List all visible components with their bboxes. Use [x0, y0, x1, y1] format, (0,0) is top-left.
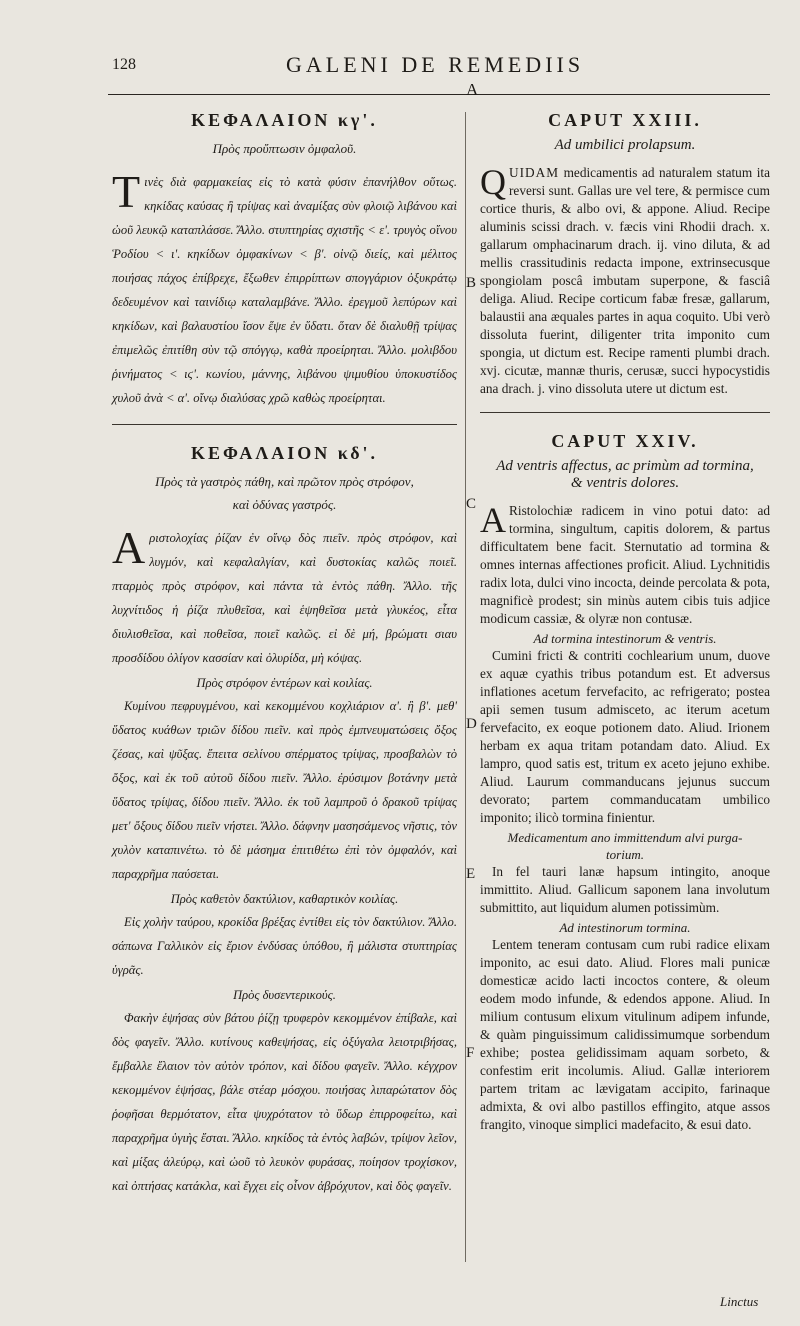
- chapter-subtitle-latin-23: Ad umbilici prolapsum.: [554, 137, 696, 153]
- margin-letter-c: C: [466, 496, 477, 512]
- chapter-subtitle-latin-24: [480, 458, 770, 492]
- section-heading-line-2: torium.: [606, 847, 644, 862]
- running-title: GALENI DE REMEDIIS: [286, 52, 585, 77]
- drop-cap: A: [480, 500, 506, 540]
- header-rule: [108, 94, 770, 95]
- section-heading-line-1: Medicamentum ano immittendum alvi purga-: [507, 830, 743, 845]
- greek-column: [112, 110, 457, 1198]
- chapter-text-latin-23: [480, 164, 770, 398]
- chapter-heading-greek-24: ΚΕΦΑΛΑΙΟΝ κδ'.: [190, 443, 379, 463]
- margin-letter-e: E: [466, 866, 476, 882]
- chapter-heading-latin-24: CAPUT XXIV.: [551, 431, 699, 451]
- section-rule: [480, 412, 770, 413]
- latin-column: [480, 110, 770, 1134]
- paragraph: Cumini fricti & contriti cochlearium unum, duove ex aquæ cyathis tribus potandum est. Et adversus inflationes acetum fervefacito, ac refrigerato; postea apii semen tusum admisceto, ac iterum acetum fervefacito, ex eoque potionem dato. Aliud. Irionem herbam ex aqua tritam potandam dato. Aliud. Ex lampro, quod satis est, tritum ex aceto jejuno exhibe. Aliud. Laurum commanducans jejunus succum devorato; partem commanducatam umbilico imponito; ilicò tormina finientur.: [480, 648, 770, 825]
- section-heading: Πρὸς στρόφον ἐντέρων καὶ κοιλίας.: [196, 676, 373, 690]
- paragraph: Εἰς χολὴν ταύρου, κροκίδα βρέξας ἐντίθει εἰς τὸν δακτύλιον. Ἄλλο. σάπωνα Γαλλικὸν εἰς ἔριον ἐνδύσας ὑπόθου, ἢ μάλιστα στυπτηρίας ὑγρᾶς.: [112, 915, 457, 977]
- paragraph-text: Ristolochiæ radicem in vino potui dato: ad tormina, singultum, capitis dolorem, & partus difficultatem bene facit. Sternutatio ad tormina & omnes internas affectiones proficit. Aliud. Lychnitidis radix lota, dulci vino incocta, deinde percolata & pota, magnificè prodest; sin minùs autem cibis tuis adjice modicum cassiæ, & olyræ non contusæ.: [480, 503, 770, 626]
- page-header: [0, 52, 800, 92]
- section-heading: Ad intestinorum tormina.: [559, 920, 691, 935]
- drop-cap: A: [112, 522, 146, 573]
- drop-cap: T: [112, 166, 141, 217]
- chapter-subtitle-greek-24: [112, 470, 457, 516]
- section-heading: Πρὸς δυσεντερικούς.: [233, 988, 336, 1002]
- paragraph: [112, 522, 457, 670]
- paragraph: Lentem teneram contusam cum rubi radice elixam imponito, ac esui dato. Aliud. Flores mali punicæ domesticæ acido lacti incoctos contere, & oleum eodem modo infunde, & edendos appone. Aliud. In milium contusum elixum vitulinum adipem infunde, & quàm pinguissimum calidissimumque sorbendum exhibe; postea gelidissimam aquam sorbeto, & confestim erit incolumis. Aliud. Gallæ interiorem partem tritam ac lævigatam accipito, farinaque admixta, & ovi albo pastillos effingito, atque assos frangito, vinoque simplici madefacito, & esui dato.: [480, 937, 770, 1132]
- section-heading: [480, 829, 770, 863]
- column-marker-a: A: [466, 80, 479, 99]
- margin-letter-b: B: [466, 275, 477, 291]
- chapter-heading-greek-23: ΚΕΦΑΛΑΙΟΝ κγ'.: [191, 110, 378, 130]
- margin-letter-d: D: [466, 716, 477, 732]
- subtitle-line-1: Ad ventris affectus, ac primùm ad tormina,: [496, 458, 754, 474]
- subtitle-line-2: καὶ ὀδύνας γαστρός.: [232, 497, 337, 512]
- first-word: UIDAM: [509, 165, 560, 180]
- paragraph: In fel tauri lanæ hapsum intingito, anoque immittito. Aliud. Gallicum saponem lana involutum submittito, aut liquidum alumen potissimùm.: [480, 864, 770, 915]
- paragraph-text: medicamentis ad naturalem statum ita reversi sunt. Gallas ure vel tere, & permisce cum cortice thuris, & albo ovi, & appone. Aliud. Recipe aluminis scissi drach. v. fæcis vini Rhodii drach. x. gallarum omphacinarum drach. ij. vino diluta, & ad mellis crassitudinis redacta impone, extrinsecusque spongiolam poscâ imbutam superpone, & fasciâ deliga. Aliud. Recipe corticum fabæ fresæ, gallarum, balaustii ana æquales partes in aqua coquito. Ubi verò dissoluta fuerint, diligenter trita imponito cum spongia, ut dictum est. Recipe ramenti plumbi drach. xvj. cicutæ, mannæ thuris, cerusæ, succi hypocystidis ana drach. j. vino dissoluta utere ut dictum est.: [480, 165, 770, 396]
- paragraph: Κυμίνου πεφρυγμένου, καὶ κεκομμένου κοχλιάριον α'. ἢ β'. μεθ' ὕδατος κυάθων τριῶν δίδου πιεῖν. καὶ πρὸς ἐμπνευματώσεις ὄξος ζέσας, καὶ ψῦξας. ἔπειτα σελίνου σπέρματος τρίψας, προσβαλὼν τὸ ὄξος, καὶ ἐκ τοῦ αὐτοῦ δίδου πιεῖν. Ἄλλο. ἐρύσιμον βοτάνην μετὰ ὕδατος τρίψας, δίδου πιεῖν. Ἄλλο. ἐκ τοῦ λαμπροῦ ὁ δρακοῦ τρίψας μετ' ὄξους δίδου πιεῖν νήστει. Ἄλλο. δάφνην μασησάμενος νῆστις, τὸν χυλὸν καταπινέτω. τὸ δὲ μάσημα ἐπιτιθέτω ἐπὶ τὸν ὀμφαλόν, καὶ παραχρῆμα παύσεται.: [112, 699, 457, 881]
- section-rule: [112, 424, 457, 425]
- paragraph: [480, 502, 770, 628]
- margin-letter-f: F: [466, 1045, 475, 1061]
- subtitle-line-1: Πρὸς τὰ γαστρὸς πάθη, καὶ πρῶτον πρὸς στρόφον,: [155, 474, 414, 489]
- section-heading: Ad tormina intestinorum & ventris.: [533, 631, 717, 646]
- drop-cap: Q: [480, 162, 506, 202]
- chapter-subtitle-greek-23: Πρὸς προὔπτωσιν ὀμφαλοῦ.: [212, 141, 357, 156]
- subtitle-line-2: & ventris dolores.: [570, 475, 680, 491]
- section-heading: Πρὸς καθετὸν δακτύλιον, καθαρτικὸν κοιλίας.: [170, 892, 399, 906]
- paragraph-text: ριστολοχίας ῥίζαν ἐν οἴνῳ δὸς πιεῖν. πρὸς στρόφον, καὶ λυγμόν, καὶ κεφαλαλγίαν, καὶ δυστοκίας καλῶς ποιεῖ. πταρμὸς πρὸς στρόφον, καὶ πάντα τὰ ἐντὸς πάθη. Ἄλλο. τῆς λυχνίτιδος ἡ ῥίζα πλυθεῖσα, καὶ ἑψηθεῖσα μετὰ γλυκέος, εἶτα διυλισθεῖσα, καὶ ποθεῖσα, ποιεῖ καλῶς. εἰ δὲ μή, βρώματι σιαυ προσδίδου ὀλίγον κασσίαν καὶ ὀλυρίδα, μὴ κόψας.: [112, 531, 457, 665]
- chapter-text-greek-23: [112, 166, 457, 410]
- paragraph: Φακὴν ἑψήσας σὺν βάτου ῥίζῃ τρυφερὸν κεκομμένον ἐπίβαλε, καὶ δὸς φαγεῖν. Ἄλλο. κυτίνους καθεψήσας, εἰς ὀξύγαλα λειοτριβήσας, ἔμβαλλε ἔλαιον τὸν αὐτὸν τρόπον, καὶ δίδου φαγεῖν. Ἄλλο. κέγχρον κεκομμένον ἑψήσας, βάλε στέαρ μόσχου. ποιήσας λιπαρώτατον δὸς ῥοφῆσαι θερμότατον, εἶτα ψυχρότατον τὸ ὕδωρ ἐπιρροφείτω, καὶ παραχρῆμα ὑγιὴς ἔσται. Ἄλλο. κηκίδος τὰ ἐντὸς λαβών, τρίψον λεῖον, καὶ μίξας ἀλεύρῳ, καὶ ὠοῦ τὸ λευκὸν φυράσας, ποίησον τροχίσκον, καὶ ὀπτήσας κατάκλα, καὶ ἔγχει εἰς οἶνον ἀβρόχυτον, καὶ δὸς φαγεῖν.: [112, 1011, 457, 1193]
- page-number: 128: [112, 56, 136, 73]
- chapter-heading-latin-23: CAPUT XXIII.: [548, 110, 702, 130]
- paragraph-text: ινὲς διὰ φαρμακείας εἰς τὸ κατὰ φύσιν ἐπανήλθον οὕτως. κηκίδας καύσας ἢ τρίψας καὶ ἀναμίξας σὺν φλοιῷ λιβάνου καὶ ὠοῦ λευκῷ καταπλάσσε. Ἄλλο. στυπτηρίας σχιστῆς < ε'. τρυγὸς οἴνου Ῥοδίου < ι'. κηκίδων ὀμφακίνων < β'. οἰνῷ διείς, καὶ μέλιτος ποιήσας πάχος ἐπίβρεχε, ἔξωθεν ἐπιρρίπτων σπογγάριον ὀξυκράτῳ δεδευμένον καὶ ταινίδιῳ καταλαμβάνε. Ἄλλο. ἐρεγμοῦ λεπύρων καὶ κηκίδων, καὶ βαλαυστίου ἴσον ἕψε ἐν ὕδατι. ὅταν δὲ διαλυθῇ τρίψας ἐπιμελῶς ἐπιτίθη σὺν τῷ σπόγγῳ, καθὰ προείρηται. Ἄλλο. μολιβδου ῥινήματος < ιϛ'. κωνίου, μάννης, λιβάνου ψιμυθίου ὑποκυστίδος χυλοῦ ἀνὰ < α'. οἴνῳ διαλύσας χρῶ καθὼς προείρηται.: [112, 175, 457, 405]
- catchword: Linctus: [720, 1294, 759, 1309]
